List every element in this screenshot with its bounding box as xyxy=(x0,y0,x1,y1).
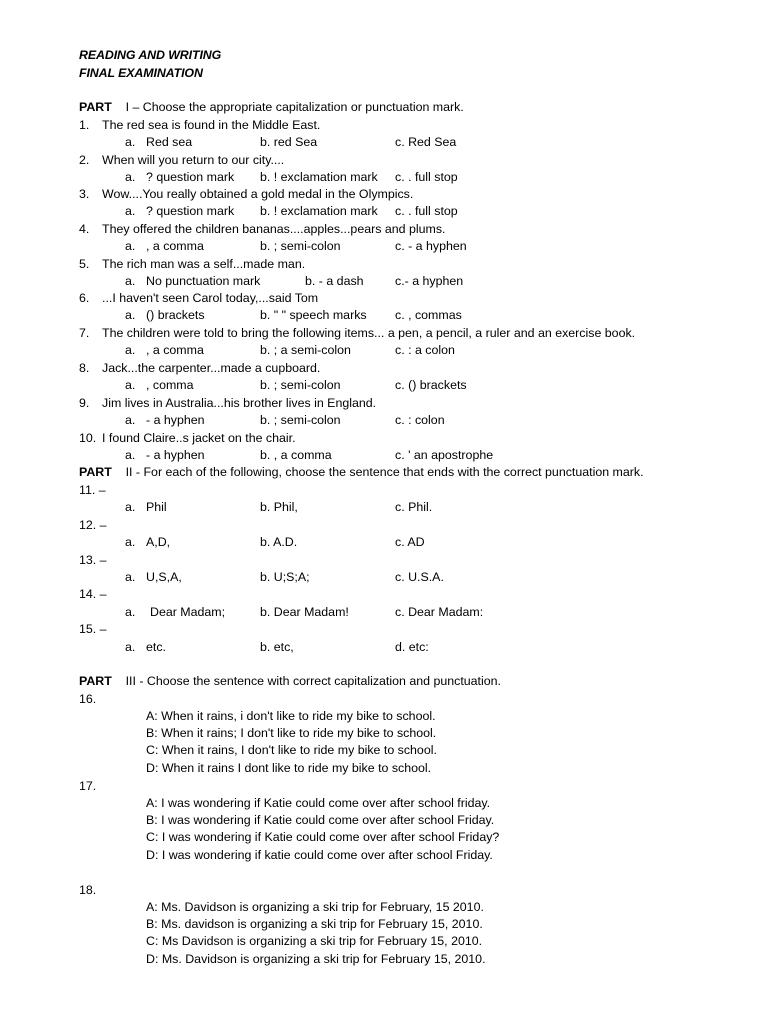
option-a-letter: a. xyxy=(125,378,136,392)
option-a: - a hyphen xyxy=(146,413,205,427)
option-b: b. ! exclamation mark xyxy=(260,170,378,184)
question-number: 1. xyxy=(79,118,90,132)
option-a-letter: a. xyxy=(125,535,136,549)
option-a-letter: a. xyxy=(125,170,136,184)
option-b: b. , a comma xyxy=(260,448,332,462)
option-a: ? question mark xyxy=(146,170,235,184)
option-b: b. - a dash xyxy=(305,274,364,288)
option-b: b. A.D. xyxy=(260,535,298,549)
question-text: The children were told to bring the following items... a pen, a pencil, a ruler and an exercise book. xyxy=(102,326,636,340)
option-a-letter: a. xyxy=(125,135,136,149)
option-a: , comma xyxy=(146,378,194,392)
sentence-option: B: I was wondering if Katie could come over after school Friday. xyxy=(146,813,495,827)
sentence-option: C: When it rains, I don't like to ride my bike to school. xyxy=(146,743,437,757)
option-c: c. U.S.A. xyxy=(395,570,444,584)
sentence-option: B: When it rains; I don't like to ride my bike to school. xyxy=(146,726,437,740)
part2-label: PART xyxy=(79,465,112,479)
option-a-letter: a. xyxy=(125,343,136,357)
question-text: Jack...the carpenter...made a cupboard. xyxy=(102,361,321,375)
option-a-letter: a. xyxy=(125,204,136,218)
option-b: b. ; a semi-colon xyxy=(260,343,351,357)
question-number: 8. xyxy=(79,361,90,375)
option-a: Dear Madam; xyxy=(150,605,226,619)
question-text: Jim lives in Australia...his brother lives in England. xyxy=(102,396,377,410)
sentence-option: D: When it rains I dont like to ride my bike to school. xyxy=(146,761,432,775)
option-c: d. etc: xyxy=(395,640,429,654)
option-a: , a comma xyxy=(146,239,204,253)
option-c: c. - a hyphen xyxy=(395,239,467,253)
question-text: I found Claire..s jacket on the chair. xyxy=(102,431,296,445)
sentence-option: D: I was wondering if katie could come over after school Friday. xyxy=(146,848,493,862)
question-number: 9. xyxy=(79,396,90,410)
question-number: 12. – xyxy=(79,518,107,532)
header-title-line1: READING AND WRITING xyxy=(79,48,222,62)
option-a: () brackets xyxy=(146,308,205,322)
option-a: A,D, xyxy=(146,535,171,549)
option-a: U,S,A, xyxy=(146,570,182,584)
option-a-letter: a. xyxy=(125,448,136,462)
question-text: The red sea is found in the Middle East. xyxy=(102,118,321,132)
option-b: b. U;S;A; xyxy=(260,570,310,584)
option-c: c. Phil. xyxy=(395,500,433,514)
sentence-option: B: Ms. davidson is organizing a ski trip for February 15, 2010. xyxy=(146,917,483,931)
part1-label: PART xyxy=(79,100,112,114)
option-b: b. red Sea xyxy=(260,135,318,149)
question-number: 7. xyxy=(79,326,90,340)
part2-instruction: II - For each of the following, choose the sentence that ends with the correct punctuation mark. xyxy=(125,465,644,479)
sentence-option: C: I was wondering if Katie could come over after school Friday? xyxy=(146,830,500,844)
question-number: 13. – xyxy=(79,553,107,567)
question-number: 18. xyxy=(79,883,97,897)
option-c: c. , commas xyxy=(395,308,462,322)
option-c: c. Red Sea xyxy=(395,135,457,149)
option-c: c.- a hyphen xyxy=(395,274,464,288)
option-b: b. ; semi-colon xyxy=(260,413,341,427)
question-number: 10. xyxy=(79,431,97,445)
question-number: 16. xyxy=(79,692,97,706)
option-c: c. AD xyxy=(395,535,425,549)
option-a-letter: a. xyxy=(125,239,136,253)
part3-label: PART xyxy=(79,674,112,688)
sentence-option: D: Ms. Davidson is organizing a ski trip for February 15, 2010. xyxy=(146,952,486,966)
question-number: 5. xyxy=(79,257,90,271)
question-text: They offered the children bananas....apples...pears and plums. xyxy=(102,222,446,236)
option-a: ? question mark xyxy=(146,204,235,218)
option-a-letter: a. xyxy=(125,413,136,427)
sentence-option: A: When it rains, i don't like to ride my bike to school. xyxy=(146,709,436,723)
option-b: b. Dear Madam! xyxy=(260,605,349,619)
part3-instruction: III - Choose the sentence with correct capitalization and punctuation. xyxy=(125,674,501,688)
question-text: When will you return to our city.... xyxy=(102,153,285,167)
option-a: - a hyphen xyxy=(146,448,205,462)
option-b: b. ; semi-colon xyxy=(260,239,341,253)
part1-heading xyxy=(79,100,464,114)
option-a-letter: a. xyxy=(125,308,136,322)
question-number: 14. – xyxy=(79,587,107,601)
option-b: b. ! exclamation mark xyxy=(260,204,378,218)
part3-heading xyxy=(79,674,501,688)
option-c: c. Dear Madam: xyxy=(395,605,484,619)
option-a: , a comma xyxy=(146,343,204,357)
question-text: Wow....You really obtained a gold medal in the Olympics. xyxy=(102,187,414,201)
question-number: 2. xyxy=(79,153,90,167)
option-b: b. etc, xyxy=(260,640,294,654)
option-c: c. () brackets xyxy=(395,378,467,392)
sentence-option: A: I was wondering if Katie could come over after school friday. xyxy=(146,796,491,810)
sentence-option: A: Ms. Davidson is organizing a ski trip for February, 15 2010. xyxy=(146,900,484,914)
question-number: 15. – xyxy=(79,622,107,636)
part1-instruction: I – Choose the appropriate capitalization or punctuation mark. xyxy=(125,100,464,114)
sentence-option: C: Ms Davidson is organizing a ski trip for February 15, 2010. xyxy=(146,934,483,948)
option-a: Red sea xyxy=(146,135,193,149)
option-b: b. ; semi-colon xyxy=(260,378,341,392)
question-number: 17. xyxy=(79,779,97,793)
question-number: 6. xyxy=(79,291,90,305)
option-a: Phil xyxy=(146,500,167,514)
option-a: No punctuation mark xyxy=(146,274,261,288)
question-text: ...I haven't seen Carol today,...said Tom xyxy=(102,291,319,305)
header-title-line2: FINAL EXAMINATION xyxy=(79,66,203,80)
option-a-letter: a. xyxy=(125,570,136,584)
option-a-letter: a. xyxy=(125,274,136,288)
option-b: b. " " speech marks xyxy=(260,308,367,322)
question-number: 4. xyxy=(79,222,90,236)
option-a-letter: a. xyxy=(125,640,136,654)
option-c: c. : colon xyxy=(395,413,445,427)
option-a-letter: a. xyxy=(125,605,136,619)
option-c: c. . full stop xyxy=(395,170,458,184)
part2-heading xyxy=(79,465,644,479)
question-text: The rich man was a self...made man. xyxy=(102,257,306,271)
question-number: 11. – xyxy=(79,483,106,497)
option-a-letter: a. xyxy=(125,500,136,514)
option-b: b. Phil, xyxy=(260,500,298,514)
option-a: etc. xyxy=(146,640,166,654)
option-c: c. ' an apostrophe xyxy=(395,448,494,462)
question-number: 3. xyxy=(79,187,90,201)
option-c: c. . full stop xyxy=(395,204,458,218)
option-c: c. : a colon xyxy=(395,343,455,357)
